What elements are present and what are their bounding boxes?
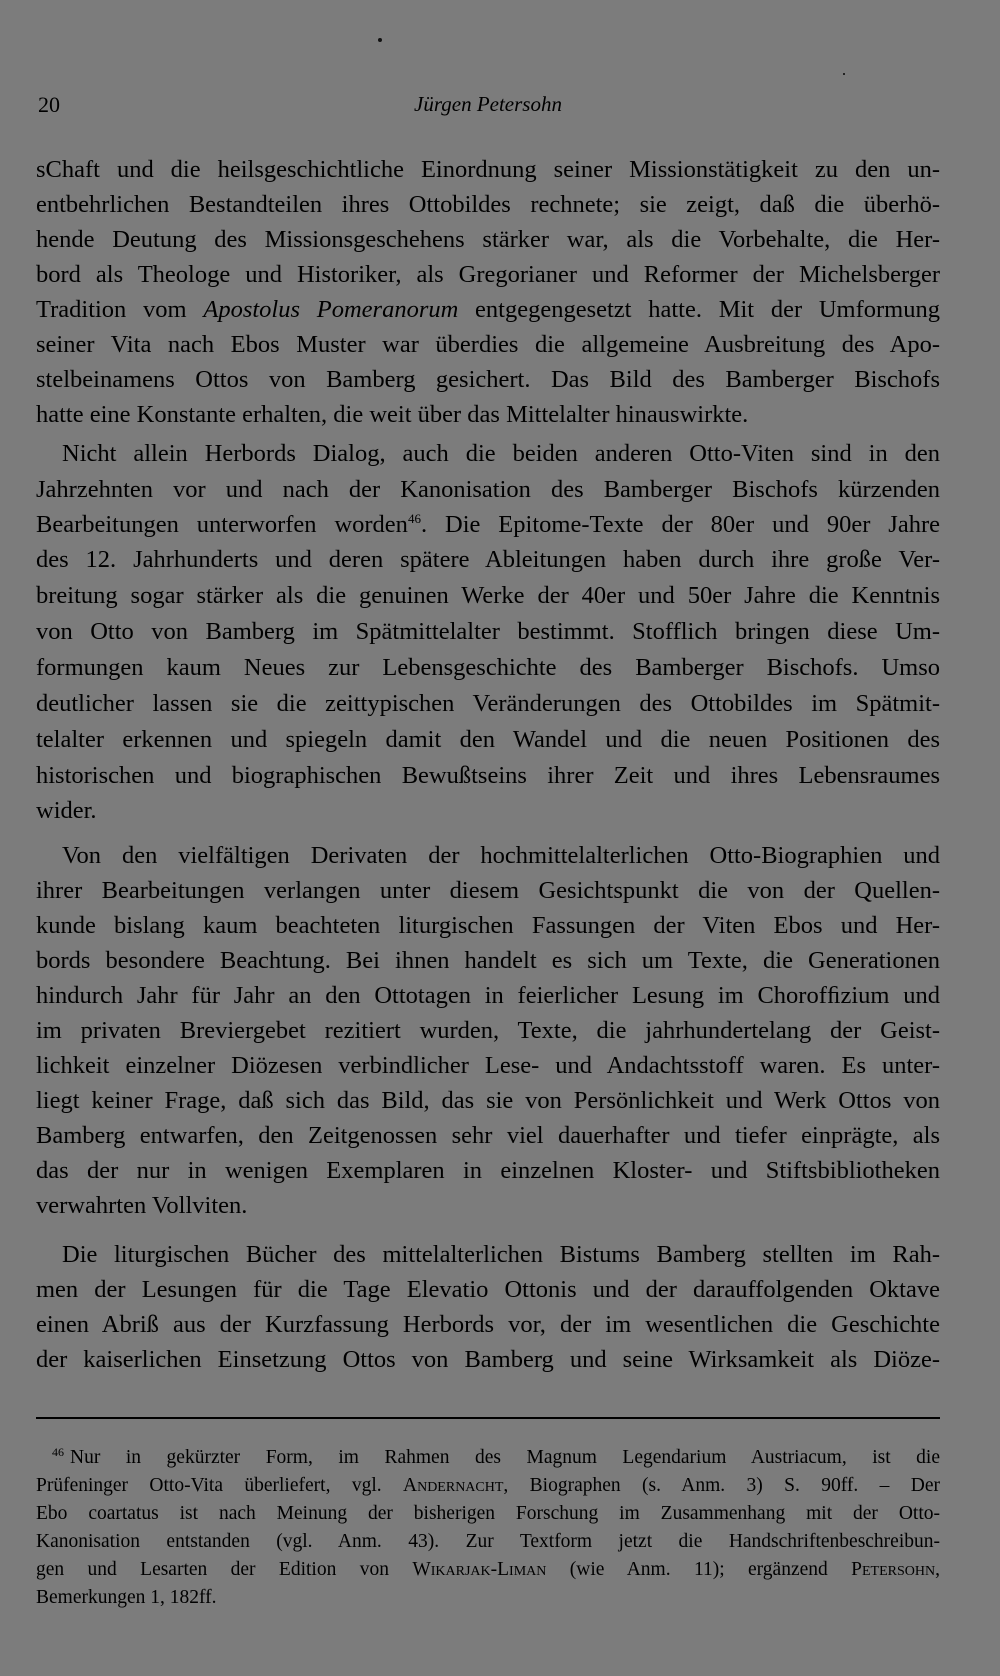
text-line: entbehrlichen Bestandteilen ihres Ottobildes rechnete; sie zeigt, daß die überhö- bbox=[36, 191, 940, 218]
footnote-ref: 46 bbox=[407, 510, 421, 526]
text-line: hende Deutung des Missionsgeschehens stärker war, als die Vorbehalte, die Her- bbox=[36, 226, 940, 253]
text-line: deutlicher lassen sie die zeittypischen Veränderungen des Ottobildes im Spätmit- bbox=[36, 690, 940, 717]
text-line: liegt keiner Frage, daß sich das Bild, das sie von Persönlichkeit und Werk Ottos von bbox=[36, 1087, 940, 1114]
text-span: , Biographen (s. Anm. 3) S. 90ff. – Der bbox=[503, 1475, 940, 1496]
footnote-number: 46 bbox=[52, 1444, 64, 1459]
footnote-line: Ebo coartatus ist nach Meinung der bisherigen Forschung im Zusammenhang mit der Otto- bbox=[36, 1503, 940, 1524]
text-line: historischen und biographischen Bewußtseins ihrer Zeit und ihres Lebensraumes bbox=[36, 762, 940, 789]
text-line: breitung sogar stärker als die genuinen Werke der 40er und 50er Jahre die Kenntnis bbox=[36, 582, 940, 609]
author-name: Petersohn bbox=[851, 1559, 936, 1580]
text-line: telalter erkennen und spiegeln damit den Wandel und die neuen Positionen des bbox=[36, 726, 940, 753]
text-line: von Otto von Bamberg im Spätmittelalter bestimmt. Stofflich bringen diese Um- bbox=[36, 618, 940, 645]
footnote-line bbox=[36, 1556, 940, 1583]
text-line: Von den vielfältigen Derivaten der hochmittelalterlichen Otto-Biographien und bbox=[62, 842, 940, 869]
text-line: men der Lesungen für die Tage Elevatio Ottonis und der darauffolgenden Oktave bbox=[36, 1276, 940, 1303]
text-line: das der nur in wenigen Exemplaren in einzelnen Kloster- und Stiftsbibliotheken bbox=[36, 1157, 940, 1184]
text-line: bords besondere Beachtung. Bei ihnen handelt es sich um Texte, die Generationen bbox=[36, 947, 940, 974]
text-line: Nicht allein Herbords Dialog, auch die beiden anderen Otto-Viten sind in den bbox=[62, 440, 940, 467]
text-span: Prüfeninger Otto-Vita überliefert, vgl. bbox=[36, 1475, 403, 1496]
footnote-line bbox=[36, 1472, 940, 1499]
footnote-line bbox=[52, 1444, 940, 1471]
text-line: einen Abriß aus der Kurzfassung Herbords vor, der im wesentlichen die Geschichte bbox=[36, 1311, 940, 1338]
footnote-line: Kanonisation entstanden (vgl. Anm. 43). Zur Textform jetzt die Handschriftenbeschreibun- bbox=[36, 1531, 940, 1552]
page-number: 20 bbox=[38, 92, 60, 117]
text-line bbox=[36, 507, 940, 543]
text-line: lichkeit einzelner Diözesen verbindlicher Lese- und Andachtsstoff waren. Es unter- bbox=[36, 1052, 940, 1079]
text-span: , bbox=[935, 1559, 940, 1580]
text-line: Bamberg entwarfen, den Zeitgenossen sehr viel dauerhafter und tiefer einprägte, als bbox=[36, 1122, 940, 1149]
text-line: kunde bislang kaum beachteten liturgischen Fassungen der Viten Ebos und Her- bbox=[36, 912, 940, 939]
text-line: sChaft und die heilsgeschichtliche Einordnung seiner Missionstätigkeit zu den un- bbox=[36, 156, 940, 183]
text-span: Tradition vom bbox=[36, 296, 204, 323]
text-line: der kaiserlichen Einsetzung Ottos von Bamberg und seine Wirksamkeit als Diöze- bbox=[36, 1346, 940, 1373]
text-span: Bearbeitungen unterworfen worden bbox=[36, 511, 408, 538]
text-line: hatte eine Konstante erhalten, die weit über das Mittelalter hinauswirkte. bbox=[36, 401, 749, 428]
text-span: . Die Epitome-Texte der 80er und 90er Jahre bbox=[420, 511, 940, 538]
text-line: hindurch Jahr für Jahr an den Ottotagen in feierlicher Lesung im Chorofﬁzium und bbox=[36, 982, 940, 1009]
author-name: Andernacht bbox=[403, 1475, 504, 1496]
text-line: im privaten Breviergebet rezitiert wurden, Texte, die jahrhundertelang der Geist- bbox=[36, 1017, 940, 1044]
page-header bbox=[38, 92, 938, 122]
text-line: wider. bbox=[36, 797, 97, 824]
text-line: formungen kaum Neues zur Lebensgeschichte des Bamberger Bischofs. Umso bbox=[36, 654, 940, 681]
text-line: des 12. Jahrhunderts und deren spätere Ableitungen haben durch ihre große Ver- bbox=[36, 546, 940, 573]
scan-speck bbox=[378, 38, 382, 42]
text-line: ihrer Bearbeitungen verlangen unter diesem Gesichtspunkt die von der Quellen- bbox=[36, 877, 940, 904]
italic-title: Apostolus Pomeranorum bbox=[203, 296, 459, 323]
text-line bbox=[36, 292, 940, 328]
text-line: Die liturgischen Bücher des mittelalterlichen Bistums Bamberg stellten im Rah- bbox=[62, 1241, 940, 1268]
footnote-line: Bemerkungen 1, 182ff. bbox=[36, 1587, 217, 1608]
text-span: entgegengesetzt hatte. Mit der Umformung bbox=[458, 296, 940, 323]
text-span: gen und Lesarten der Edition von bbox=[36, 1559, 413, 1580]
text-line: seiner Vita nach Ebos Muster war überdies die allgemeine Ausbreitung des Apo- bbox=[36, 331, 940, 358]
text-span: Nur in gekürzter Form, im Rahmen des Magnum Legendarium Austriacum, ist die bbox=[70, 1447, 940, 1468]
text-line: verwahrten Vollviten. bbox=[36, 1192, 248, 1219]
text-line: bord als Theologe und Historiker, als Gregorianer und Reformer der Michelsberger bbox=[36, 261, 940, 288]
footnote-rule bbox=[36, 1417, 940, 1419]
running-head: Jürgen Petersohn bbox=[414, 92, 562, 116]
text-line: stelbeinamens Ottos von Bamberg gesichert. Das Bild des Bamberger Bischofs bbox=[36, 366, 940, 393]
text-line: Jahrzehnten vor und nach der Kanonisation des Bamberger Bischofs kürzenden bbox=[36, 476, 940, 503]
text-span: (wie Anm. 11); ergänzend bbox=[546, 1559, 852, 1580]
author-name: Wikarjak-Liman bbox=[412, 1559, 547, 1580]
scan-speck bbox=[843, 73, 845, 75]
